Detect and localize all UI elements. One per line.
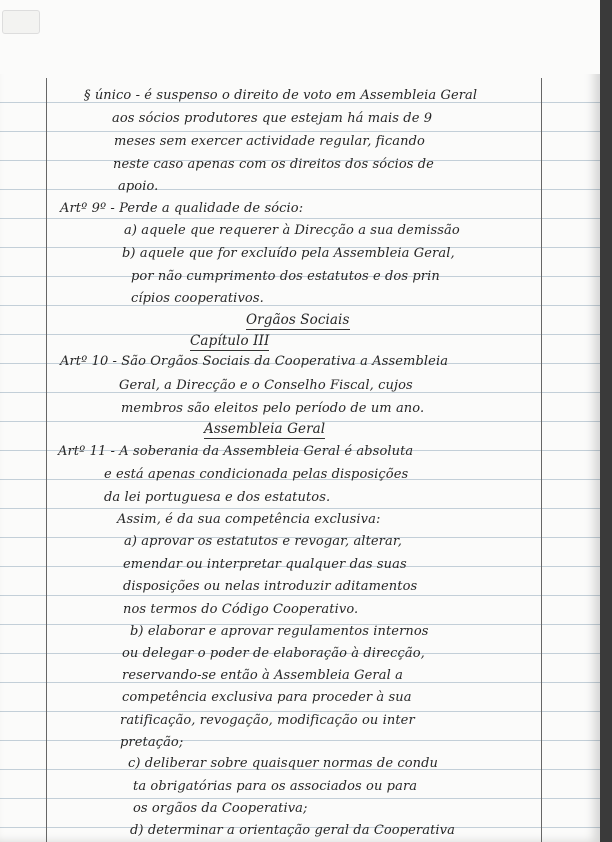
text-line: os orgãos da Cooperativa; [133, 801, 308, 816]
left-margin-rule [46, 78, 47, 842]
text-line: ta obrigatórias para os associados ou para [133, 779, 418, 794]
text-line: ou delegar o poder de elaboração à direcção, [122, 646, 425, 661]
text-line: a) aquele que requerer à Direcção a sua demissão [124, 223, 460, 238]
text-line: reservando-se então à Assembleia Geral a [122, 668, 403, 683]
text-line: Geral, a Direcção e o Conselho Fiscal, cujos [119, 378, 413, 393]
text-line: pretação; [120, 735, 184, 750]
text-line: aos sócios produtores que estejam há mais de 9 [112, 111, 433, 126]
page-header-band [0, 0, 600, 74]
text-line: neste caso apenas com os direitos dos sócios de [113, 157, 434, 172]
article-heading: Artº 10 - São Orgãos Sociais da Cooperativa a Assembleia [60, 354, 449, 369]
page-corner-mark [2, 10, 40, 34]
text-line: c) deliberar sobre quaisquer normas de condu [128, 756, 439, 771]
text-line: nos termos do Código Cooperativo. [123, 602, 359, 617]
text-line: cípios cooperativos. [131, 291, 264, 306]
text-line: competência exclusiva para proceder à sua [122, 690, 412, 705]
text-line: e está apenas condicionada pelas disposições [104, 467, 409, 482]
text-line: meses sem exercer actividade regular, ficando [114, 134, 425, 149]
text-line: disposições ou nelas introduzir aditamentos [123, 579, 418, 594]
text-line: membros são eleitos pelo período de um ano. [121, 401, 425, 416]
article-heading: Artº 9º - Perde a qualidade de sócio: [60, 201, 304, 216]
text-line: § único - é suspenso o direito de voto em Assembleia Geral [84, 88, 478, 103]
chapter-title: Capítulo III [190, 333, 270, 349]
text-line: b) aquele que for excluído pela Assembleia Geral, [122, 246, 455, 261]
right-margin-rule [541, 78, 542, 842]
text-line: b) elaborar e aprovar regulamentos internos [130, 624, 429, 639]
section-title: Assembleia Geral [204, 421, 326, 437]
article-heading: Artº 11 - A soberania da Assembleia Geral é absoluta [58, 444, 414, 459]
page-edge-shadow [600, 0, 612, 842]
section-title: Orgãos Sociais [246, 312, 350, 328]
text-line: Assim, é da sua competência exclusiva: [117, 512, 381, 527]
text-line: d) determinar a orientação geral da Cooperativa [130, 823, 455, 838]
text-line: da lei portuguesa e dos estatutos. [104, 490, 331, 505]
text-line: apoio. [118, 179, 159, 194]
text-line: emendar ou interpretar qualquer das suas [123, 557, 407, 572]
text-line: a) aprovar os estatutos e revogar, alterar, [124, 534, 402, 549]
text-line: por não cumprimento dos estatutos e dos prin [131, 269, 440, 284]
text-line: ratificação, revogação, modificação ou inter [120, 713, 415, 728]
